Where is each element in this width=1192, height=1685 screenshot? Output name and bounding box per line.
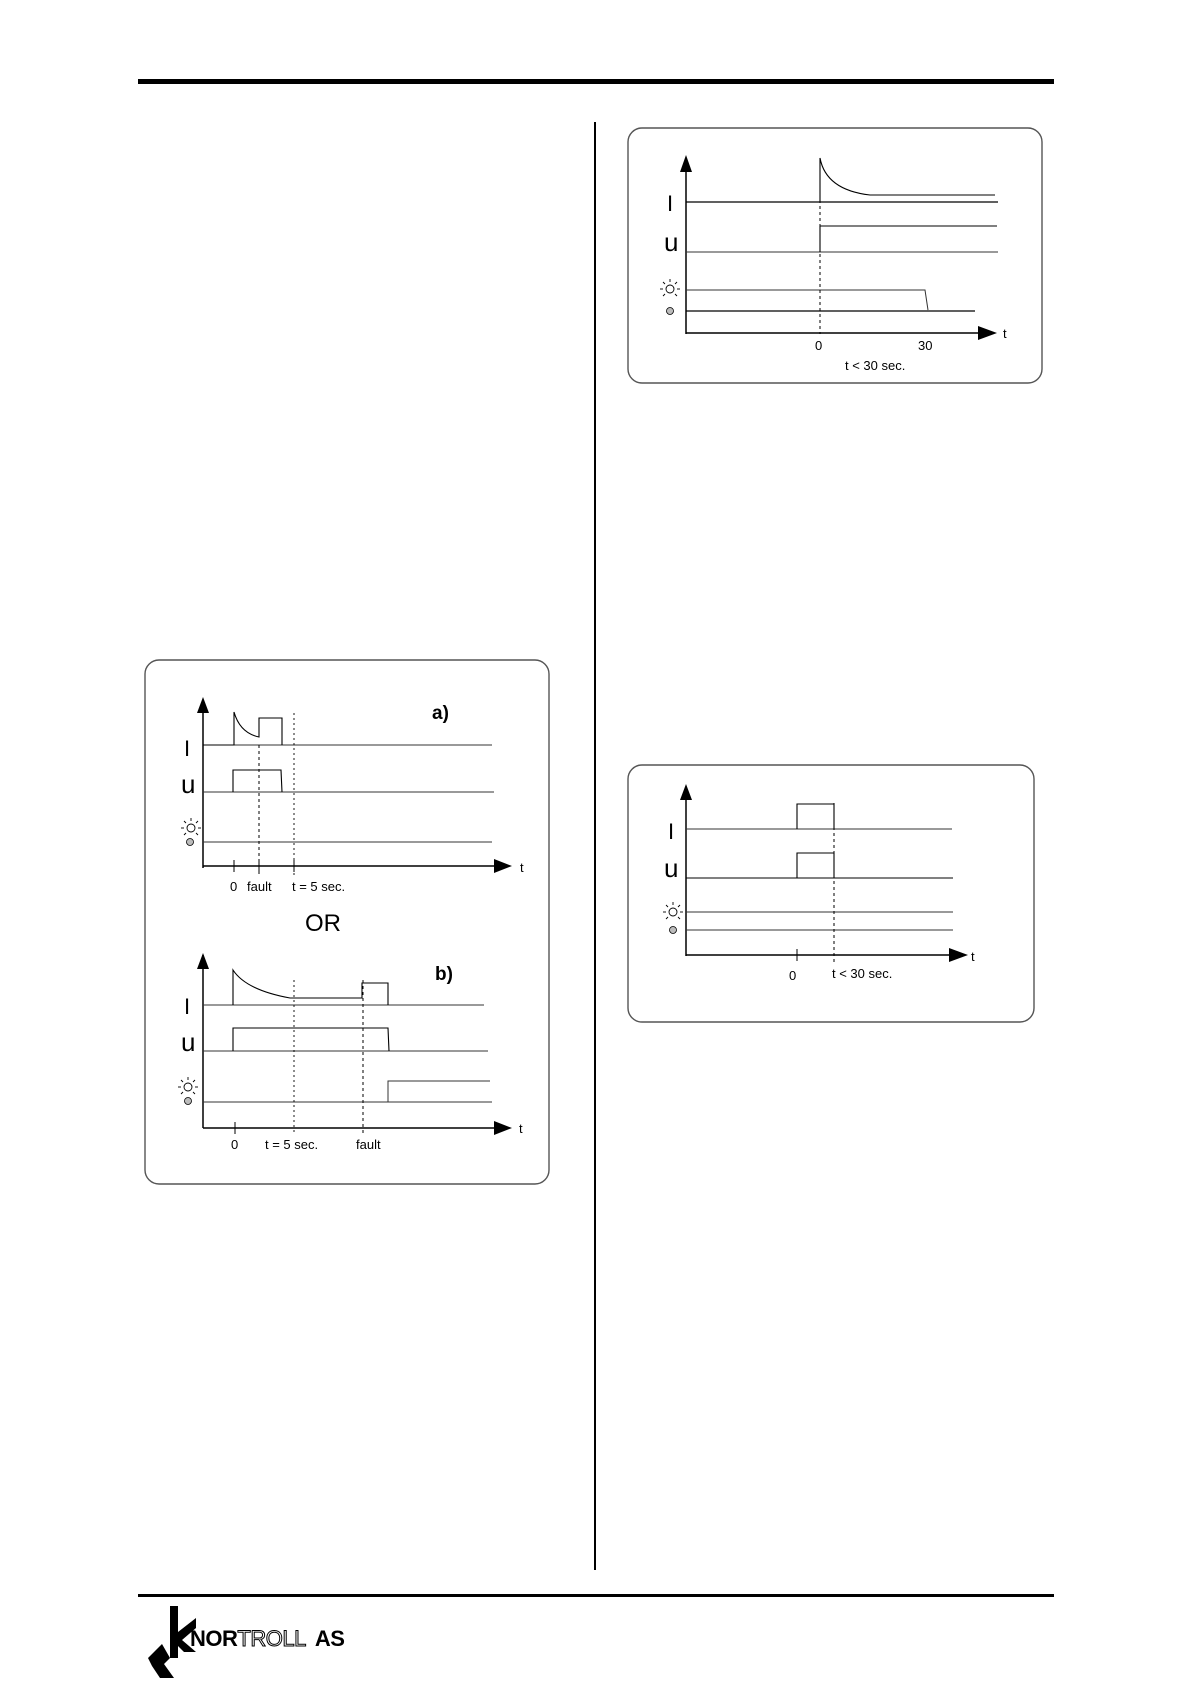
tick-label-fault: fault xyxy=(247,879,272,894)
signal-label-voltage: u xyxy=(664,227,679,257)
lamp-on-icon xyxy=(178,1077,198,1094)
lamp-on-icon xyxy=(660,279,680,296)
current-trace xyxy=(820,158,995,202)
lamp-on-icon xyxy=(181,818,201,835)
diagram-label-a: a) xyxy=(432,703,449,724)
timing-diagram-bottom-right xyxy=(626,763,1036,1024)
axis-label-t: t xyxy=(519,1121,523,1136)
y-axis-arrow xyxy=(680,784,692,800)
voltage-trace xyxy=(820,226,997,252)
lamp-off-icon xyxy=(187,839,194,846)
signal-label-voltage: u xyxy=(181,769,196,799)
signal-label-current: I xyxy=(184,736,191,761)
logo-text-nor: NOR xyxy=(190,1626,238,1651)
lamp-off-icon xyxy=(670,927,677,934)
voltage-trace-b xyxy=(233,1028,389,1051)
voltage-trace-a xyxy=(233,770,282,792)
footer-rule xyxy=(138,1594,1054,1597)
header-rule xyxy=(138,79,1054,84)
x-axis-arrow xyxy=(949,948,968,962)
or-label: OR xyxy=(305,910,341,937)
diagram-frame xyxy=(145,660,549,1184)
tick-label-30: 30 xyxy=(918,338,933,353)
x-axis-arrow xyxy=(494,1121,512,1135)
signal-label-voltage: u xyxy=(664,853,679,883)
timing-diagram-top-right xyxy=(626,126,1044,385)
tick-label-zero: 0 xyxy=(231,1137,239,1152)
signal-label-current: I xyxy=(668,819,675,844)
tick-label-zero: 0 xyxy=(815,338,823,353)
tick-label-time: t = 5 sec. xyxy=(292,879,346,894)
signal-label-voltage: u xyxy=(181,1027,196,1057)
tick-label-zero: 0 xyxy=(789,968,797,983)
signal-label-current: I xyxy=(184,994,191,1019)
company-logo xyxy=(148,1606,345,1678)
signal-label-current: I xyxy=(667,191,674,216)
x-axis-arrow xyxy=(978,326,997,340)
lamp-off-icon xyxy=(667,308,674,315)
y-axis-arrow xyxy=(680,155,692,172)
diagram-caption: t < 30 sec. xyxy=(845,358,906,373)
axis-label-t: t xyxy=(520,860,524,875)
timing-diagram-a-b xyxy=(144,659,550,1185)
y-axis-arrow xyxy=(197,697,209,713)
lamp-on-trace xyxy=(686,290,928,310)
lamp-trace-b xyxy=(388,1081,490,1102)
lamp-off-icon xyxy=(185,1098,192,1105)
diagram-label-b: b) xyxy=(435,964,453,985)
lamp-on-icon xyxy=(663,902,683,919)
logo-text-troll: TROLL xyxy=(237,1626,306,1651)
logo-text-as: AS xyxy=(314,1626,345,1651)
tick-label-fault: fault xyxy=(356,1137,381,1152)
diagram-caption: t < 30 sec. xyxy=(832,966,893,981)
axis-label-t: t xyxy=(971,949,975,964)
y-axis-arrow xyxy=(197,953,209,969)
tick-label-zero: 0 xyxy=(230,879,238,894)
voltage-trace xyxy=(797,853,834,878)
current-trace-a xyxy=(203,712,282,745)
x-axis-arrow xyxy=(494,859,512,873)
tick-label-time: t = 5 sec. xyxy=(265,1137,319,1152)
column-divider xyxy=(594,122,596,1570)
axis-label-t: t xyxy=(1003,326,1007,341)
current-trace xyxy=(797,804,834,829)
current-trace-b xyxy=(233,970,388,1005)
diagram-frame xyxy=(628,128,1042,383)
